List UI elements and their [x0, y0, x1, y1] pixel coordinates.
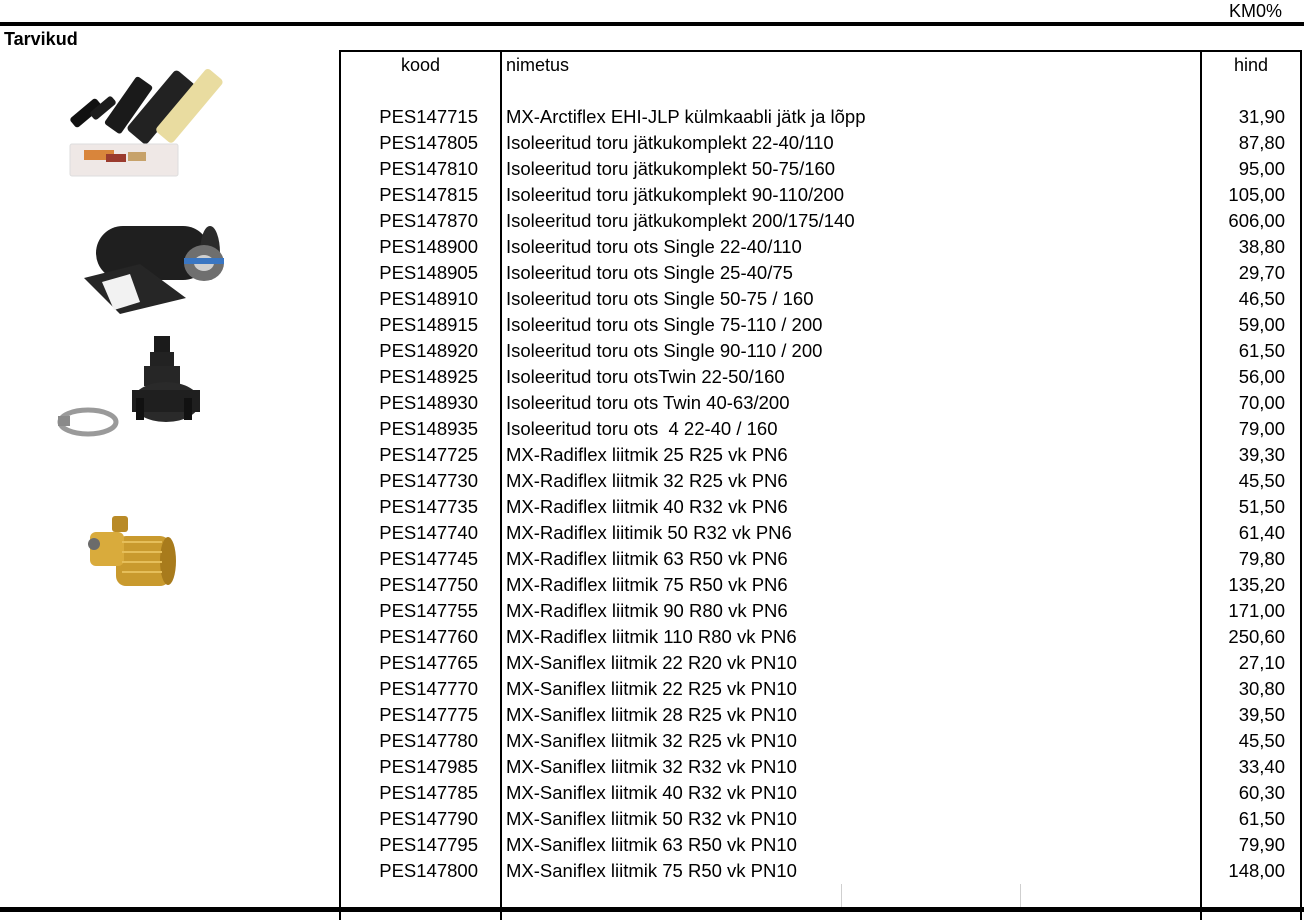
product-price: 45,50	[1238, 730, 1285, 751]
table-row	[0, 392, 1304, 418]
table-row	[0, 808, 1304, 834]
product-name: Isoleeritud toru ots Single 90-110 / 200	[506, 340, 823, 361]
table-row	[0, 184, 1304, 210]
product-price: 45,50	[1238, 470, 1285, 491]
product-price: 39,50	[1238, 704, 1285, 725]
table-row	[0, 366, 1304, 392]
top-rule	[0, 22, 1304, 26]
product-name: Isoleeritud toru jätkukomplekt 200/175/140	[506, 210, 855, 231]
product-code: PES147985	[379, 756, 478, 777]
table-row	[0, 834, 1304, 860]
table-row	[0, 314, 1304, 340]
product-code: PES148915	[379, 314, 478, 335]
table-row	[0, 470, 1304, 496]
product-name: MX-Radiflex liitmik 40 R32 vk PN6	[506, 496, 788, 517]
product-price: 27,10	[1238, 652, 1285, 673]
product-price: 70,00	[1238, 392, 1285, 413]
table-row	[0, 574, 1304, 600]
product-code: PES147795	[379, 834, 478, 855]
table-row	[0, 652, 1304, 678]
product-code: PES147760	[379, 626, 478, 647]
table-row	[0, 626, 1304, 652]
product-code: PES148920	[379, 340, 478, 361]
product-name: MX-Radiflex liitimik 50 R32 vk PN6	[506, 522, 792, 543]
table-row	[0, 678, 1304, 704]
product-name: MX-Saniflex liitmik 75 R50 vk PN10	[506, 860, 797, 881]
product-name: MX-Saniflex liitmik 22 R20 vk PN10	[506, 652, 797, 673]
product-code: PES147790	[379, 808, 478, 829]
column-header-name: nimetus	[506, 55, 570, 75]
product-code: PES148900	[379, 236, 478, 257]
product-name: MX-Saniflex liitmik 50 R32 vk PN10	[506, 808, 797, 829]
product-price: 148,00	[1228, 860, 1285, 881]
product-price: 38,80	[1238, 236, 1285, 257]
product-code: PES147770	[379, 678, 478, 699]
product-code: PES147815	[379, 184, 478, 205]
product-name: MX-Arctiflex EHI-JLP külmkaabli jätk ja lõpp	[506, 106, 866, 127]
product-price: 87,80	[1238, 132, 1285, 153]
table-row	[0, 210, 1304, 236]
table-row	[0, 756, 1304, 782]
product-code: PES148925	[379, 366, 478, 387]
product-name: Isoleeritud toru jätkukomplekt 50-75/160	[506, 158, 836, 179]
column-header-price: hind	[1233, 55, 1269, 75]
product-code: PES147740	[379, 522, 478, 543]
section-title: Tarvikud	[4, 29, 78, 49]
product-code: PES147730	[379, 470, 478, 491]
product-code: PES148930	[379, 392, 478, 413]
table-row	[0, 236, 1304, 262]
product-price: 33,40	[1238, 756, 1285, 777]
product-price: 79,00	[1238, 418, 1285, 439]
table-row	[0, 860, 1304, 886]
product-code: PES147810	[379, 158, 478, 179]
product-price: 31,90	[1238, 106, 1285, 127]
product-name: MX-Radiflex liitmik 75 R50 vk PN6	[506, 574, 788, 595]
bottom-rule	[0, 907, 1304, 912]
product-name: Isoleeritud toru jätkukomplekt 22-40/110	[506, 132, 834, 153]
product-name: MX-Saniflex liitmik 40 R32 vk PN10	[506, 782, 797, 803]
product-price: 61,40	[1238, 522, 1285, 543]
product-name: Isoleeritud toru ots Single 25-40/75	[506, 262, 793, 283]
table-row	[0, 548, 1304, 574]
product-name: Isoleeritud toru ots 4 22-40 / 160	[506, 418, 778, 439]
product-code: PES148935	[379, 418, 478, 439]
product-price: 171,00	[1228, 600, 1285, 621]
product-code: PES147745	[379, 548, 478, 569]
product-name: MX-Radiflex liitmik 90 R80 vk PN6	[506, 600, 788, 621]
product-code: PES148905	[379, 262, 478, 283]
cell-gridline	[1020, 884, 1021, 907]
table-row	[0, 730, 1304, 756]
table-row	[0, 106, 1304, 132]
product-name: Isoleeritud toru ots Single 75-110 / 200	[506, 314, 823, 335]
table-row	[0, 418, 1304, 444]
product-price: 61,50	[1238, 808, 1285, 829]
product-price: 56,00	[1238, 366, 1285, 387]
column-header-code: kood	[400, 55, 441, 75]
product-name: MX-Saniflex liitmik 32 R25 vk PN10	[506, 730, 797, 751]
product-price: 105,00	[1228, 184, 1285, 205]
table-row	[0, 132, 1304, 158]
product-name: Isoleeritud toru otsTwin 22-50/160	[506, 366, 785, 387]
table-row	[0, 158, 1304, 184]
table-body	[0, 106, 1304, 886]
product-name: MX-Radiflex liitmik 63 R50 vk PN6	[506, 548, 788, 569]
product-name: MX-Saniflex liitmik 32 R32 vk PN10	[506, 756, 797, 777]
table-row	[0, 288, 1304, 314]
product-name: Isoleeritud toru ots Single 50-75 / 160	[506, 288, 814, 309]
product-code: PES147765	[379, 652, 478, 673]
product-code: PES147805	[379, 132, 478, 153]
product-price: 135,20	[1228, 574, 1285, 595]
product-price: 59,00	[1238, 314, 1285, 335]
product-code: PES147780	[379, 730, 478, 751]
product-code: PES147725	[379, 444, 478, 465]
product-name: MX-Saniflex liitmik 63 R50 vk PN10	[506, 834, 797, 855]
product-price: 46,50	[1238, 288, 1285, 309]
product-price: 79,90	[1238, 834, 1285, 855]
product-price: 79,80	[1238, 548, 1285, 569]
table-row	[0, 340, 1304, 366]
product-price: 95,00	[1238, 158, 1285, 179]
table-row	[0, 600, 1304, 626]
table-row	[0, 522, 1304, 548]
product-code: PES147870	[379, 210, 478, 231]
product-code: PES147775	[379, 704, 478, 725]
cell-gridline	[841, 884, 842, 907]
product-name: Isoleeritud toru ots Single 22-40/110	[506, 236, 802, 257]
product-code: PES147750	[379, 574, 478, 595]
column-divider	[500, 912, 502, 920]
product-code: PES147785	[379, 782, 478, 803]
product-price: 39,30	[1238, 444, 1285, 465]
column-divider	[1200, 912, 1202, 920]
product-name: MX-Saniflex liitmik 22 R25 vk PN10	[506, 678, 797, 699]
product-price: 61,50	[1238, 340, 1285, 361]
product-name: MX-Saniflex liitmik 28 R25 vk PN10	[506, 704, 797, 725]
product-price: 29,70	[1238, 262, 1285, 283]
product-price: 51,50	[1238, 496, 1285, 517]
product-name: MX-Radiflex liitmik 110 R80 vk PN6	[506, 626, 797, 647]
product-name: MX-Radiflex liitmik 32 R25 vk PN6	[506, 470, 788, 491]
product-code: PES148910	[379, 288, 478, 309]
product-name: MX-Radiflex liitmik 25 R25 vk PN6	[506, 444, 788, 465]
product-price: 606,00	[1228, 210, 1285, 231]
currency-note: KM0%	[1228, 1, 1282, 21]
product-code: PES147800	[379, 860, 478, 881]
product-code: PES147715	[379, 106, 478, 127]
table-row	[0, 444, 1304, 470]
table-row	[0, 704, 1304, 730]
product-price: 250,60	[1228, 626, 1285, 647]
product-price: 60,30	[1238, 782, 1285, 803]
table-row	[0, 496, 1304, 522]
product-code: PES147755	[379, 600, 478, 621]
table-row	[0, 782, 1304, 808]
product-code: PES147735	[379, 496, 478, 517]
table-row	[0, 262, 1304, 288]
product-price: 30,80	[1238, 678, 1285, 699]
product-name: Isoleeritud toru ots Twin 40-63/200	[506, 392, 790, 413]
product-name: Isoleeritud toru jätkukomplekt 90-110/200	[506, 184, 844, 205]
